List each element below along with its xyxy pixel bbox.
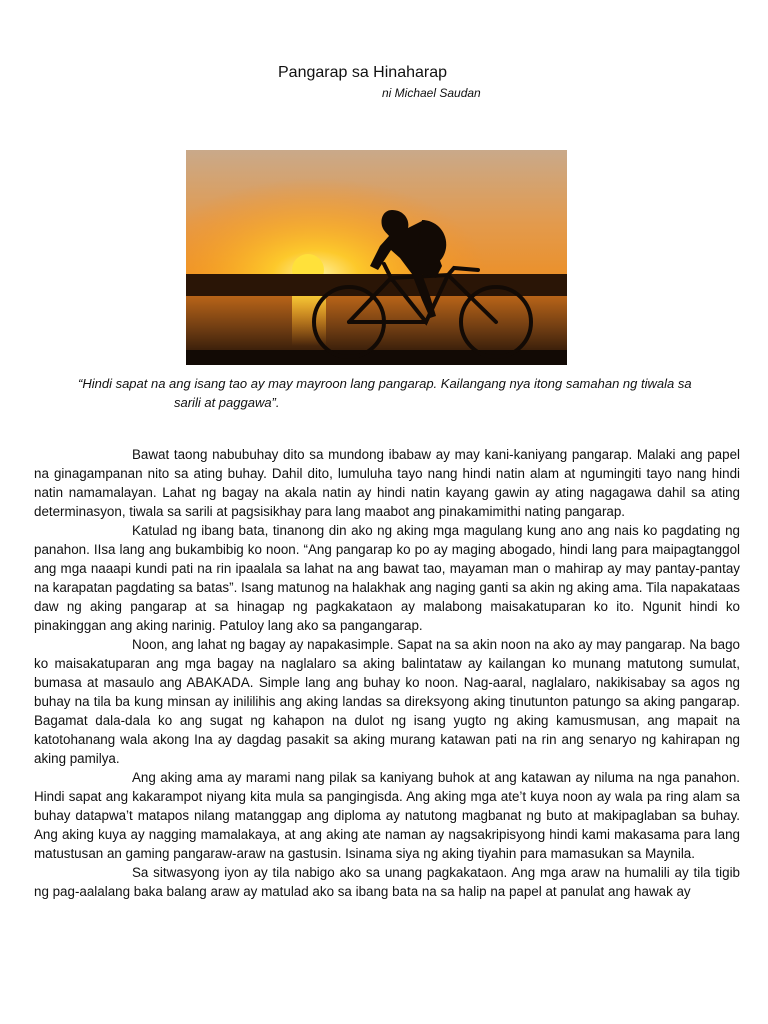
paragraph: Bawat taong nabubuhay dito sa mundong ibabaw ay may kani-kaniyang pangarap. Malaki ang papel na ginagampanan nito sa ating buhay. Dahil dito, lumuluha tayo nang hindi natin alam at ngumingiti tayo nang hindi natin namamalayan. Lahat ng bagay na akala natin ay hindi natin kayang gawin ay ating nagagawa dahil sa ating determinasyon, tiwala sa sarili at pagsisikhay para lang maabot ang pinakamimithi nating pangarap. [34,447,740,519]
paragraph: Noon, ang lahat ng bagay ay napakasimple. Sapat na sa akin noon na ako ay may pangarap. Na bago ko maisakatuparan ang mga bagay na naglalaro sa aking balintataw ay kailangan ko munang matutong sumulat, bumasa at masaulo ang ABAKADA. Simple lang ang buhay ko noon. Nag-aaral, naglalaro, nakikisabay sa agos ng buhay na tila ba kung minsan ay inililihis ang aking landas sa direksyong aking tinutunton patungo sa aking pangarap. Bagamat dala-dala ko ang sugat ng kahapon na dulot ng isang yugto ng aking kamusmusan, ang mapait na katotohanang wala akong Ina ay dagdag pasakit sa aking murang katawan pati na rin ang senaryo ng kahirapan ng aking pamilya. [34,637,740,766]
paragraph: Sa sitwasyong iyon ay tila nabigo ako sa unang pagkakataon. Ang mga araw na humalili ay tila tigib ng pag-aalalang baka balang araw ay matulad ako sa ibang bata na sa halip na papel at panulat ang hawak ay [34,865,740,899]
sunset-bicycle-image [186,150,567,365]
paragraph: Katulad ng ibang bata, tinanong din ako ng aking mga magulang kung ano ang nais ko pagdating ng panahon. IIsa lang ang bukambibig ko noon. “Ang pangarap ko po ay maging abogado, hindi lang para maipagtanggol ang mga naaapi kundi pati na rin ipaalala sa lahat na ang bawat tao, mayaman man o mahirap ay may pantay-pantay na karapatan pagdating sa batas”. Isang matunog na halakhak ang naging ganti sa akin ng aking ama. Tila napakataas daw ng aking pangarap at sa hinagap ng pagkakataon ay malabong maisakatuparan ko ito. Ngunit hindi ko pinakinggan ang aking narinig. Patuloy lang ako sa pangangarap. [34,523,740,633]
document-author: ni Michael Saudan [382,86,481,100]
quote-line-1: “Hindi sapat na ang isang tao ay may mayroon lang pangarap. Kailangang nya itong samahan ng tiwala sa [78,376,692,391]
quote-line-2: sarili at paggawa”. [174,395,280,410]
document-title: Pangarap sa Hinaharap [278,64,448,81]
essay-body [34,445,740,901]
paragraph: Ang aking ama ay marami nang pilak sa kaniyang buhok at ang katawan ay niluma na nga panahon. Hindi sapat ang kakarampot niyang kita mula sa pangingisda. Ang aking mga ate’t kuya noon ay wala pa ring alam sa buhay datapwa’t matapos nilang matanggap ang diploma ay natutong magbanat ng buto at makipaglaban sa buhay. Ang aking kuya ay nagging mamalakaya, at ang aking ate naman ay nagsakripisyong hindi kami makasama para lang matustusan an gaming pangaraw-araw na gastusin. Isinama siya ng aking tiyahin para mamasukan sa Maynila. [34,770,740,861]
epigraph-quote [78,374,738,412]
